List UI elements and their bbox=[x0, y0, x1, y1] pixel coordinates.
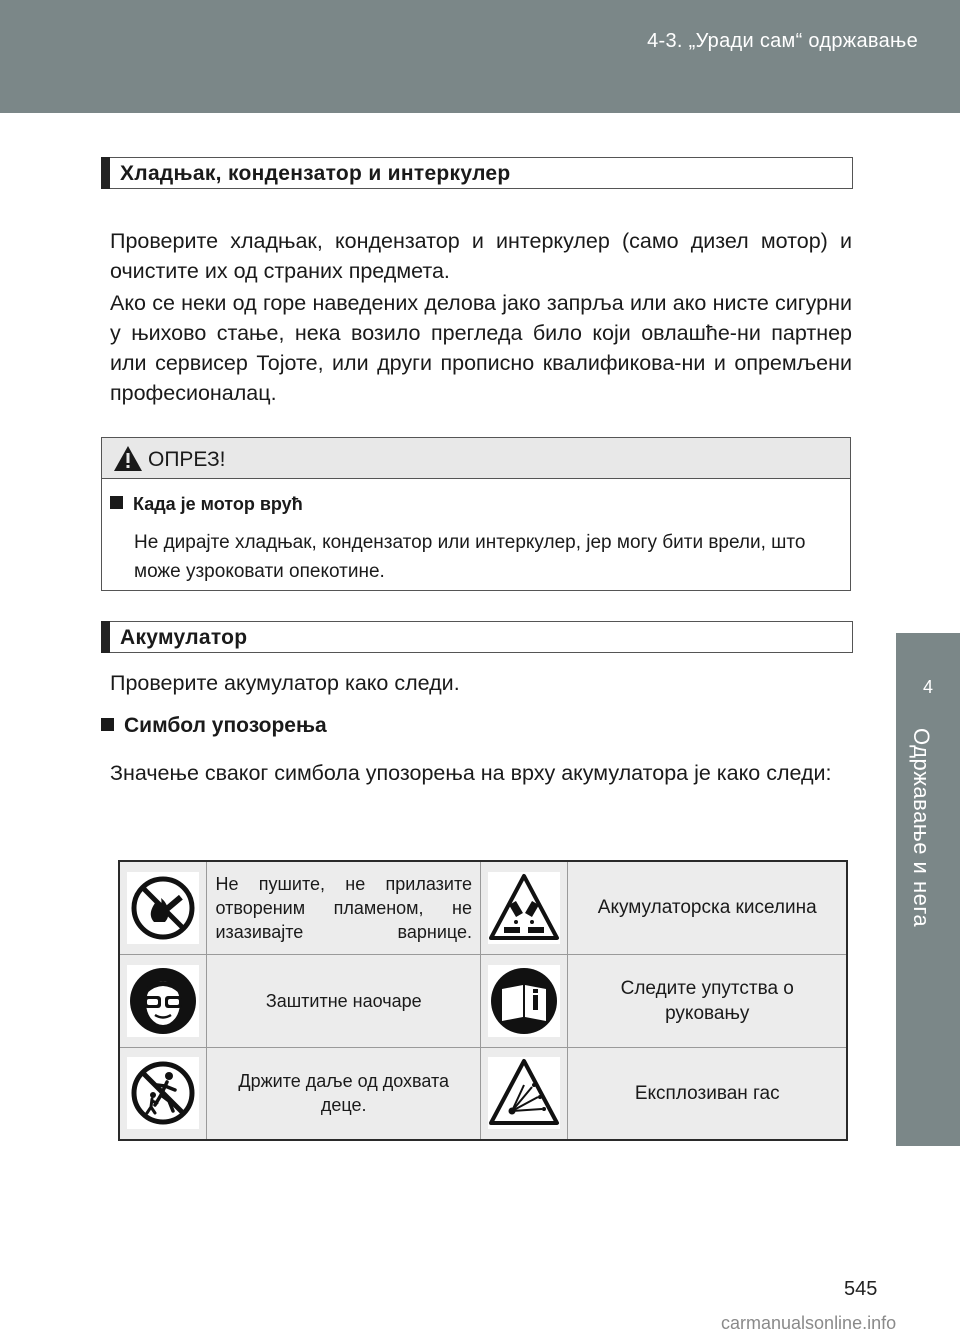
section-heading-radiator bbox=[101, 157, 853, 189]
caution-title: ОПРЕЗ! bbox=[148, 448, 226, 471]
radiator-paragraph-2: Ако се неки од горе наведених делова јако запрља или ако нисте сигурни у њихово стање, нека возило прегледа било који овлашће-ни партнер или сервисер Тојоте, или други прописно квалификова-ни и опремљени професионалац. bbox=[110, 291, 852, 405]
bullet-square bbox=[101, 718, 114, 731]
section-heading-battery bbox=[101, 621, 853, 653]
caution-header bbox=[102, 438, 850, 479]
symbol-text-manual: Следите упутства о руковању bbox=[568, 954, 847, 1047]
chapter-number: 4 bbox=[922, 677, 933, 697]
read-manual-icon bbox=[488, 965, 560, 1037]
symbol-cell bbox=[119, 954, 207, 1047]
table-row bbox=[119, 1047, 847, 1140]
caution-subtitle-text: Када је мотор врућ bbox=[133, 494, 303, 514]
safety-goggles-icon bbox=[127, 965, 199, 1037]
table-row bbox=[119, 861, 847, 954]
caution-subtitle bbox=[110, 494, 303, 515]
symbol-cell bbox=[481, 954, 568, 1047]
warning-symbol-subheading bbox=[101, 714, 327, 738]
battery-acid-icon bbox=[488, 872, 560, 944]
symbol-text-no-flame: Не пушите, не прилазите отвореним пламеном, не изазивајте варнице. bbox=[207, 861, 481, 954]
symbol-text-explosive: Експлозиван гас bbox=[568, 1047, 847, 1140]
radiator-paragraph-1: Проверите хладњак, кондензатор и интеркулер (само дизел мотор) и очистите их од страних предмета. bbox=[110, 229, 852, 283]
symbol-cell bbox=[119, 1047, 207, 1140]
symbol-cell bbox=[481, 861, 568, 954]
table-row bbox=[119, 954, 847, 1047]
caution-box bbox=[101, 437, 851, 591]
keep-away-children-icon bbox=[127, 1057, 199, 1129]
bullet-square bbox=[110, 496, 123, 509]
no-smoking-flame-icon bbox=[127, 872, 199, 944]
symbol-text-children: Држите даље од дохвата деце. bbox=[207, 1047, 481, 1140]
page-header bbox=[0, 0, 960, 113]
subheading-text: Симбол упозорења bbox=[124, 714, 327, 737]
caution-body: Не дирајте хладњак, кондензатор или интеркулер, јер могу бити врели, што може узроковати опекотине. bbox=[134, 532, 806, 582]
chapter-side-tab bbox=[896, 633, 960, 1146]
heading-bar bbox=[101, 157, 110, 189]
header-title: 4-3. „Уради сам“ одржавање bbox=[647, 30, 918, 52]
chapter-label: Одржавање и нега bbox=[909, 728, 934, 928]
battery-paragraph-2: Значење сваког симбола упозорења на врху акумулатора је како следи: bbox=[110, 761, 832, 785]
heading-bar bbox=[101, 621, 110, 653]
symbol-cell bbox=[119, 861, 207, 954]
section-title-radiator: Хладњак, кондензатор и интеркулер bbox=[120, 162, 511, 185]
symbol-cell bbox=[481, 1047, 568, 1140]
warning-symbol-table bbox=[118, 860, 848, 1141]
watermark: carmanualsonline.info bbox=[721, 1313, 897, 1333]
section-title-battery: Акумулатор bbox=[120, 626, 248, 649]
page-number: 545 bbox=[844, 1278, 878, 1300]
warning-triangle-icon bbox=[113, 445, 143, 472]
symbol-text-acid: Акумулаторска киселина bbox=[568, 861, 847, 954]
explosive-gas-icon bbox=[488, 1057, 560, 1129]
battery-paragraph-1: Проверите акумулатор како следи. bbox=[110, 671, 460, 695]
symbol-text-goggles: Заштитне наочаре bbox=[207, 954, 481, 1047]
